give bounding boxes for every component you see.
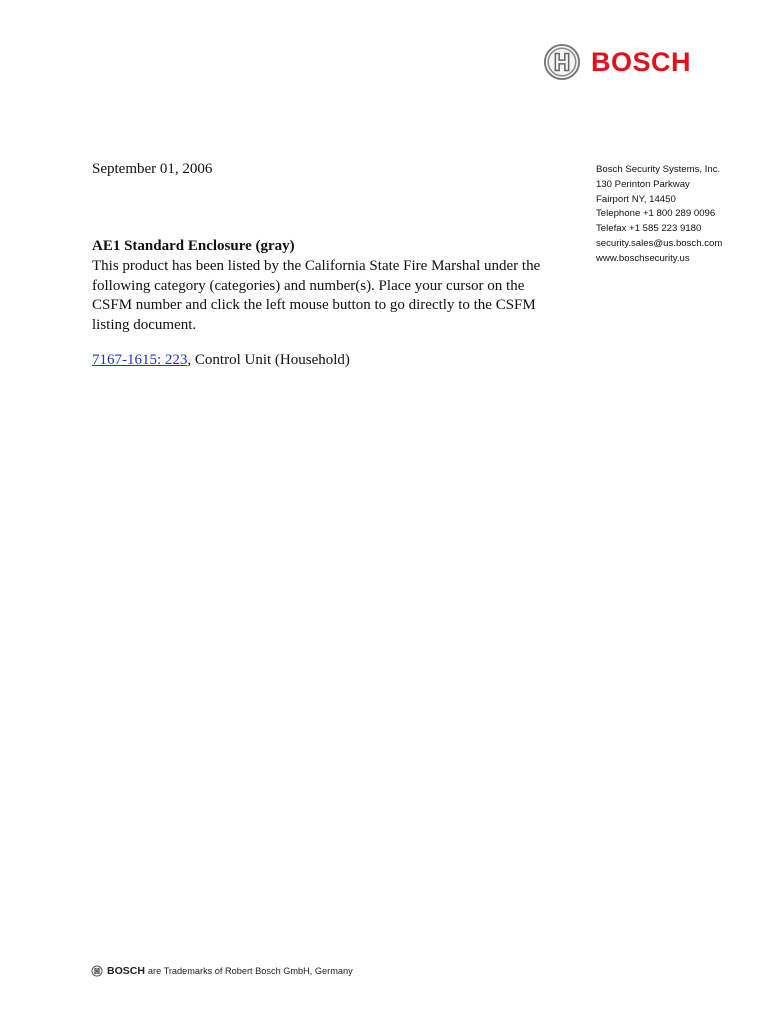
contact-company: Bosch Security Systems, Inc. [596, 164, 721, 175]
bosch-armature-icon [543, 43, 581, 81]
bosch-wordmark: BOSCH [591, 46, 692, 77]
trademark-footer [91, 965, 353, 977]
contact-city: Fairport NY, 14450 [596, 193, 676, 205]
csfm-listing-category: , Control Unit (Household) [187, 352, 350, 368]
contact-email: security.sales@us.bosch.com [596, 237, 723, 249]
product-title: AE1 Standard Enclosure (gray) [92, 238, 295, 254]
bosch-logo [543, 42, 691, 82]
csfm-listing [92, 352, 350, 369]
contact-block [596, 163, 722, 267]
product-description: This product has been listed by the California State Fire Marshal under the following category (categories) and number(s). Place your cursor on the CSFM number and click the left mouse button to go directly to the CSFM listing document. [92, 258, 541, 333]
footer-wordmark: BOSCH [107, 965, 145, 977]
csfm-listing-link[interactable]: 7167-1615: 223 [92, 352, 188, 368]
footer-trademark-text: are Trademarks of Robert Bosch GmbH, Germany [147, 966, 353, 976]
bosch-armature-icon [91, 965, 103, 977]
contact-telephone: Telephone +1 800 289 0096 [596, 208, 716, 220]
contact-website: www.boschsecurity.us [596, 252, 690, 264]
contact-telefax: Telefax +1 585 223 9180 [596, 223, 702, 235]
contact-street: 130 Perinton Parkway [596, 178, 690, 190]
letter-date: September 01, 2006 [92, 161, 213, 177]
